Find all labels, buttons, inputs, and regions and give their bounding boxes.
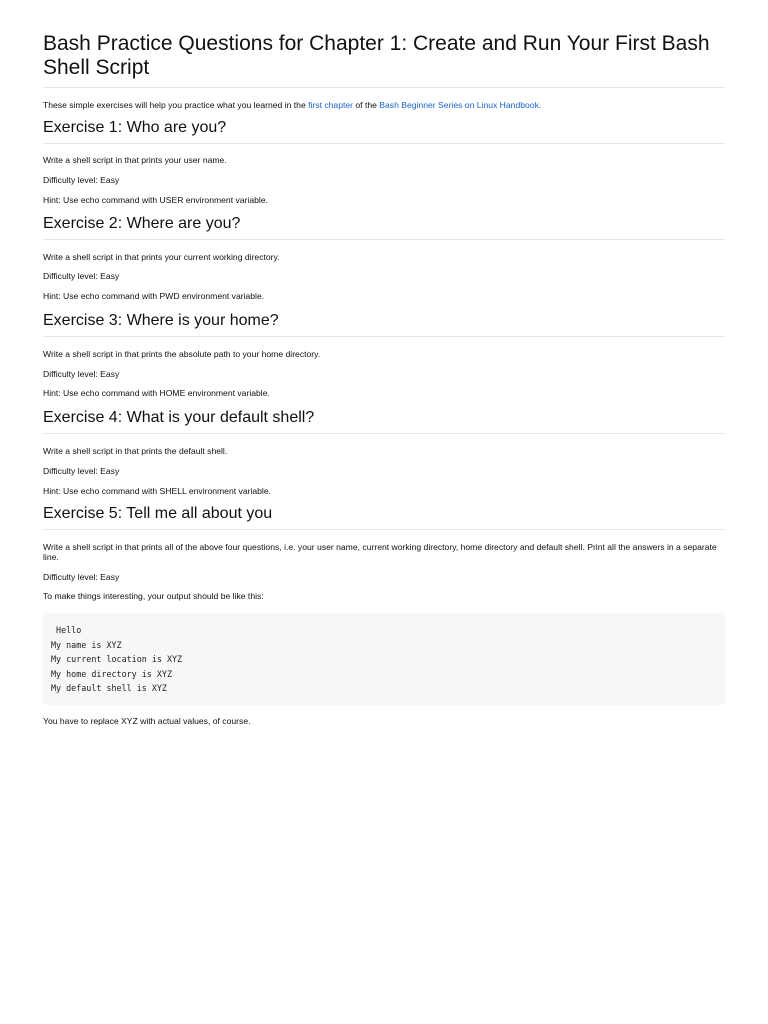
exercise-2-task: Write a shell script in that prints your current working directory.: [43, 252, 280, 262]
exercise-5-lead-in: To make things interesting, your output should be like this:: [43, 591, 264, 601]
output-code-block: [43, 613, 725, 705]
exercise-1-section: [43, 118, 725, 205]
exercise-5-closing: You have to replace XYZ with actual values, of course.: [43, 715, 251, 726]
code-line: My home directory is XYZ: [51, 668, 173, 679]
page-title: Bash Practice Questions for Chapter 1: Create and Run Your First Bash Shell Script: [43, 32, 725, 88]
exercise-2-heading: Exercise 2: Where are you?: [43, 214, 725, 240]
exercise-3-hint: Hint: Use echo command with HOME environment variable.: [43, 388, 270, 398]
exercise-4-heading: Exercise 4: What is your default shell?: [43, 408, 725, 434]
exercise-4-hint: Hint: Use echo command with SHELL environment variable.: [43, 486, 271, 496]
code-line: My name is XYZ: [51, 639, 122, 650]
bash-beginner-series-link[interactable]: Bash Beginner Series on Linux Handbook: [379, 100, 539, 110]
first-chapter-link[interactable]: first chapter: [308, 100, 354, 110]
exercise-3-section: [43, 311, 725, 398]
exercise-4-task: Write a shell script in that prints the default shell.: [43, 446, 228, 456]
exercise-1-task: Write a shell script in that prints your user name.: [43, 155, 227, 165]
intro-text-end: .: [538, 100, 542, 110]
exercise-2-section: [43, 214, 725, 301]
intro-text: These simple exercises will help you practice what you learned in the: [43, 100, 309, 110]
exercise-4-section: [43, 408, 725, 496]
exercise-5-task: Write a shell script in that prints all of the above four questions, i.e. your user name, current working directory, home directory and default shell. Print all the answers in a separate line.: [43, 542, 717, 562]
exercise-2-difficulty: Difficulty level: Easy: [43, 271, 120, 281]
exercise-3-heading: Exercise 3: Where is your home?: [43, 311, 725, 337]
code-line: Hello: [51, 625, 82, 635]
exercise-3-difficulty: Difficulty level: Easy: [43, 369, 120, 379]
exercise-1-heading: Exercise 1: Who are you?: [43, 118, 725, 144]
exercise-3-task: Write a shell script in that prints the absolute path to your home directory.: [43, 349, 321, 359]
exercise-4-difficulty: Difficulty level: Easy: [43, 466, 120, 476]
code-line: My current location is XYZ: [51, 654, 183, 664]
exercise-1-hint: Hint: Use echo command with USER environment variable.: [43, 195, 268, 205]
exercise-1-difficulty: Difficulty level: Easy: [43, 175, 120, 185]
intro-text-between: of the: [353, 100, 380, 110]
exercise-5-section: [43, 504, 725, 726]
code-line: My default shell is XYZ: [51, 683, 167, 693]
exercise-5-heading: Exercise 5: Tell me all about you: [43, 504, 725, 530]
exercise-5-difficulty: Difficulty level: Easy: [43, 572, 120, 582]
exercise-2-hint: Hint: Use echo command with PWD environment variable.: [43, 291, 265, 301]
intro-paragraph: [43, 100, 725, 111]
